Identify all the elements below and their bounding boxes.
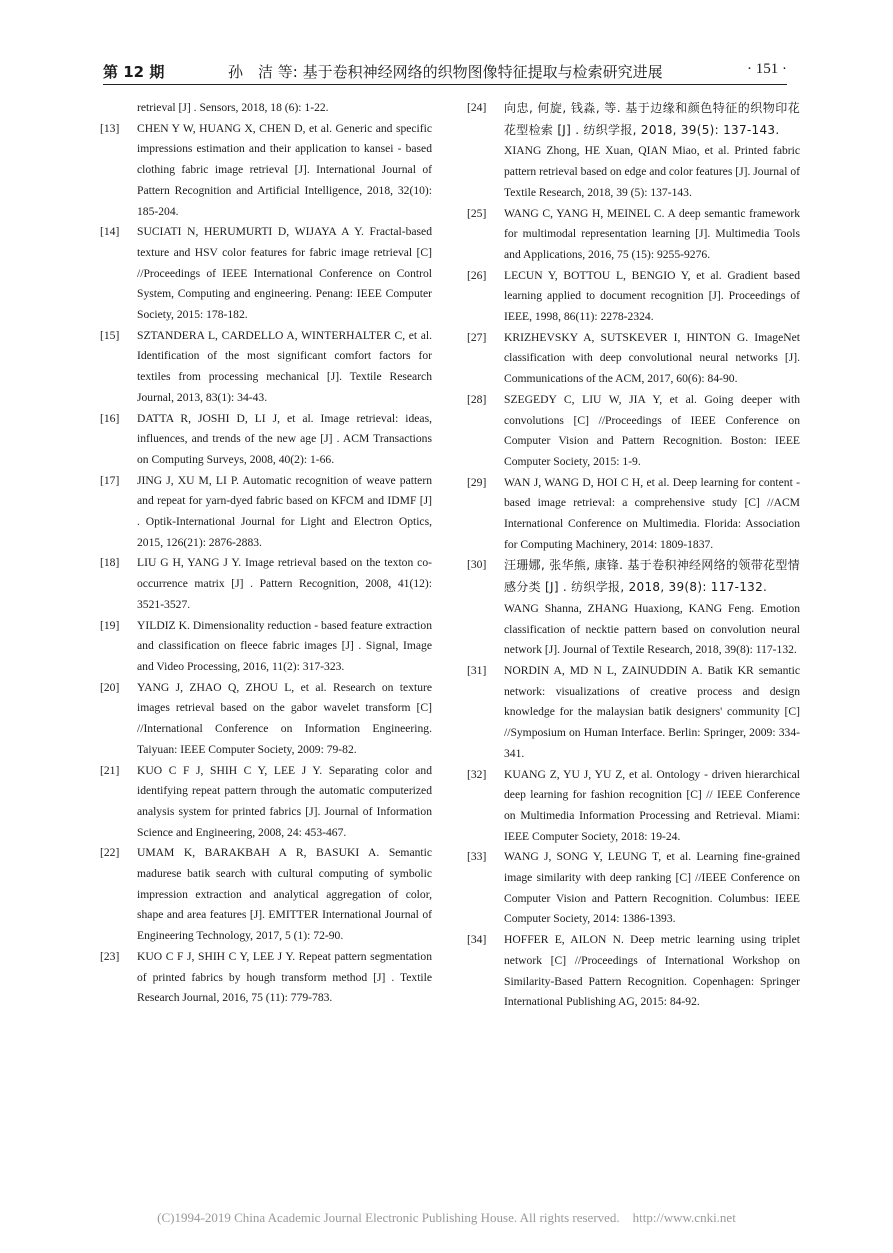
- right-column: [467, 98, 800, 1013]
- running-title: 孙 洁 等: 基于卷积神经网络的织物图像特征提取与检索研究进展: [228, 63, 663, 81]
- reference-number: [15]: [100, 328, 120, 342]
- reference-number: [13]: [100, 121, 120, 135]
- reference-number: [25]: [467, 206, 487, 220]
- reference-14: [100, 222, 432, 326]
- reference-number: [16]: [100, 411, 120, 425]
- reference-22: [100, 843, 432, 947]
- copyright-footer: [0, 1210, 893, 1226]
- reference-24: [467, 98, 800, 204]
- reference-text: SZEGEDY C, LIU W, JIA Y, et al. Going deeper with convolutions [C] //Proceedings of IEEE Conference on Computer Vision and Pattern Recognition. Boston: IEEE Computer Society, 2015: 1-9.: [504, 392, 800, 468]
- reference-number: [21]: [100, 763, 120, 777]
- reference-text: KUANG Z, YU J, YU Z, et al. Ontology - driven hierarchical deep learning for fashion recognition [C] // IEEE Conference on Multimedia Information Processing and Retrieval. Miami: IEEE Computer Society, 2018: 19-24.: [504, 767, 800, 843]
- reference-33: [467, 847, 800, 930]
- reference-text-chinese: 汪珊娜, 张华熊, 康锋. 基于卷积神经网络的领带花型情感分类 [J] . 纺织学报, 2018, 39(8): 117-132.: [504, 558, 800, 595]
- reference-31: [467, 661, 800, 765]
- reference-26: [467, 266, 800, 328]
- reference-number: [23]: [100, 949, 120, 963]
- reference-13: [100, 119, 432, 223]
- reference-32: [467, 765, 800, 848]
- reference-continuation: [100, 98, 432, 119]
- reference-text: LIU G H, YANG J Y. Image retrieval based on the texton co-occurrence matrix [J] . Pattern Recognition, 2008, 41(12): 3521-3527.: [137, 556, 432, 611]
- reference-text: WANG J, SONG Y, LEUNG T, et al. Learning fine-grained image similarity with deep ranking [C] //IEEE Conference on Computer Vision and Pattern Recognition. Columbus: IEEE Computer Society, 2014: 1386-1393.: [504, 850, 800, 926]
- reference-29: [467, 473, 800, 556]
- reference-20: [100, 678, 432, 761]
- reference-number: [34]: [467, 933, 487, 947]
- copyright-text: (C)1994-2019 China Academic Journal Electronic Publishing House. All rights reserved.: [157, 1210, 620, 1225]
- reference-text: SZTANDERA L, CARDELLO A, WINTERHALTER C, et al. Identification of the most significant comfort factors for textiles from processing mechanical [J]. Textile Research Journal, 2013, 83(1): 34-43.: [137, 328, 432, 404]
- reference-23: [100, 947, 432, 1009]
- reference-number: [32]: [467, 767, 487, 781]
- reference-text: WANG C, YANG H, MEINEL C. A deep semantic framework for multimodal representation learning [J]. Multimedia Tools and Applications, 2016, 75 (15): 9255-9276.: [504, 206, 800, 261]
- left-column: [100, 98, 432, 1009]
- reference-27: [467, 328, 800, 390]
- reference-text: KRIZHEVSKY A, SUTSKEVER I, HINTON G. ImageNet classification with deep convolutional neural networks [J]. Communications of the ACM, 2017, 60(6): 84-90.: [504, 330, 800, 386]
- reference-17: [100, 471, 432, 554]
- reference-text: DATTA R, JOSHI D, LI J, et al. Image retrieval: ideas, influences, and trends of the new age [J] . ACM Transactions on Computing Surveys, 2008, 40(2): 1-66.: [137, 411, 432, 466]
- issue-number: 第 12 期: [103, 63, 165, 81]
- reference-text: YILDIZ K. Dimensionality reduction - based feature extraction and classification on fleece fabric images [J] . Signal, Image and Video Processing, 2016, 11(2): 317-323.: [137, 618, 432, 673]
- reference-text: KUO C F J, SHIH C Y, LEE J Y. Repeat pattern segmentation of printed fabrics by hough transform method [J] . Textile Research Journal, 2016, 75 (11): 779-783.: [137, 949, 432, 1005]
- reference-number: [30]: [467, 558, 487, 572]
- reference-number: [33]: [467, 850, 487, 864]
- reference-number: [29]: [467, 475, 487, 489]
- reference-number: [18]: [100, 556, 120, 570]
- reference-text: WANG Shanna, ZHANG Huaxiong, KANG Feng. Emotion classification of necktie pattern based on convolution neural network [J]. Journal of Textile Research, 2018, 39(8): 117-132.: [504, 601, 800, 657]
- reference-text: UMAM K, BARAKBAH A R, BASUKI A. Semantic madurese batik search with cultural computing of symbolic impression extraction and analytical aggregation of color, shape and area features [J]. EMITTER International Journal of Engineering Technology, 2017, 5 (1): 72-90.: [137, 846, 432, 943]
- reference-text: XIANG Zhong, HE Xuan, QIAN Miao, et al. Printed fabric pattern retrieval based on edge and color features [J]. Journal of Textile Research, 2018, 39 (5): 137-143.: [504, 144, 800, 199]
- reference-number: [27]: [467, 330, 487, 344]
- reference-30: [467, 555, 800, 661]
- reference-number: [22]: [100, 846, 120, 860]
- reference-text-chinese: 向忠, 何旋, 钱淼, 等. 基于边缘和颜色特征的织物印花花型检索 [J] . 纺织学报, 2018, 39(5): 137-143.: [504, 101, 800, 137]
- reference-text: NORDIN A, MD N L, ZAINUDDIN A. Batik KR semantic network: visualizations of creative process and design knowledge for the malaysian batik designers' community [C] //Symposium on Human Interface. Berlin: Springer, 2009: 334-341.: [504, 663, 800, 760]
- reference-text: KUO C F J, SHIH C Y, LEE J Y. Separating color and identifying repeat pattern through the automatic computerized analysis system for printed fabrics [J]. Journal of Information Science and Engineering, 2008, 24: 453-467.: [137, 763, 432, 839]
- reference-number: [24]: [467, 101, 487, 114]
- reference-21: [100, 761, 432, 844]
- reference-text: CHEN Y W, HUANG X, CHEN D, et al. Generic and specific impressions estimation and their application to kansei - based clothing fabric image retrieval [J]. International Journal of Pattern Recognition and Artificial Intelligence, 2018, 32(10): 185-204.: [137, 121, 432, 218]
- reference-text: retrieval [J] . Sensors, 2018, 18 (6): 1-22.: [137, 101, 329, 114]
- reference-number: [28]: [467, 392, 487, 406]
- reference-number: [20]: [100, 680, 120, 694]
- page-header: [103, 58, 787, 85]
- reference-number: [17]: [100, 473, 120, 487]
- reference-28: [467, 390, 800, 473]
- reference-number: [19]: [100, 618, 120, 632]
- reference-text: SUCIATI N, HERUMURTI D, WIJAYA A Y. Fractal-based texture and HSV color features for fabric image retrieval [C] //Proceedings of IEEE International Conference on Control System, Computing and engineering. Penang: IEEE Computer Society, 2015: 178-182.: [137, 225, 432, 322]
- page-number: · 151 ·: [747, 61, 787, 77]
- cnki-link[interactable]: http://www.cnki.net: [632, 1210, 736, 1225]
- reference-number: [31]: [467, 663, 487, 677]
- reference-number: [26]: [467, 268, 487, 282]
- reference-text: HOFFER E, AILON N. Deep metric learning using triplet network [C] //Proceedings of International Workshop on Similarity-Based Pattern Recognition. Copenhagen: Springer International Publishing AG, 2015: 84-92.: [504, 933, 800, 1009]
- reference-text: YANG J, ZHAO Q, ZHOU L, et al. Research on texture images retrieval based on the gabor wavelet transform [C] //International Conference on Information Engineering. Taiyuan: IEEE Computer Society, 2009: 79-82.: [137, 680, 432, 756]
- reference-15: [100, 326, 432, 409]
- reference-16: [100, 409, 432, 471]
- reference-text: JING J, XU M, LI P. Automatic recognition of weave pattern and repeat for yarn-dyed fabric based on KFCM and IDMF [J] . Optik-International Journal for Light and Electron Optics, 2015, 126(21): 2876-2883.: [137, 473, 432, 549]
- reference-34: [467, 930, 800, 1013]
- reference-25: [467, 204, 800, 266]
- reference-18: [100, 553, 432, 615]
- reference-text: WAN J, WANG D, HOI C H, et al. Deep learning for content - based image retrieval: a comprehensive study [C] //ACM International Conference on Multimedia. Florida: Association for Computing Machinery, 2014: 1809-1837.: [504, 475, 800, 551]
- reference-19: [100, 616, 432, 678]
- reference-text: LECUN Y, BOTTOU L, BENGIO Y, et al. Gradient based learning applied to document recognition [J]. Proceedings of IEEE, 1998, 86(11): 2278-2324.: [504, 268, 800, 324]
- reference-number: [14]: [100, 225, 120, 239]
